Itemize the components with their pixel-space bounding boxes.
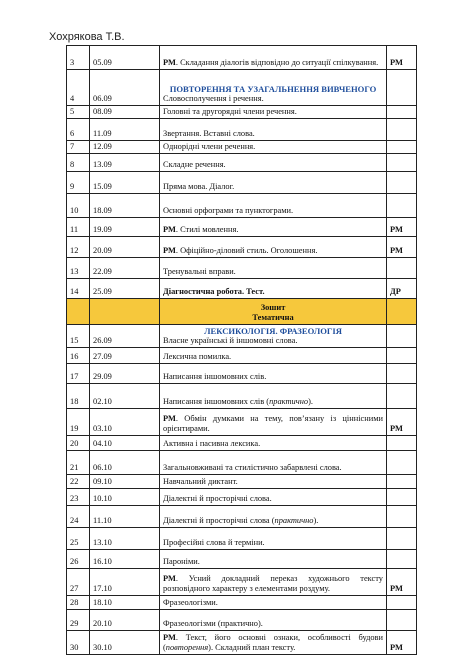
topic-text: РМ. Текст, його основні ознаки, особливості будови (повторення). Складний план тексту. [163, 633, 383, 653]
table-row [67, 119, 417, 141]
author-name: Хохрякова Т.В. [49, 31, 125, 43]
table-row [67, 505, 417, 527]
row-number: 27 [67, 568, 90, 595]
topic-text: Звертання. Вставні слова. [163, 129, 255, 139]
section-title: Тематична [252, 313, 294, 322]
row-date: 25.09 [90, 278, 160, 298]
row-tag [387, 450, 417, 474]
date-cell [90, 298, 160, 324]
topic-italic: практично [274, 516, 314, 526]
rm-prefix: РМ [163, 633, 176, 643]
table-row [67, 46, 417, 70]
row-topic [160, 630, 387, 654]
row-date: 15.09 [90, 171, 160, 193]
table-row [67, 171, 417, 193]
row-tag [387, 383, 417, 408]
row-tag: ДР [387, 278, 417, 298]
row-tag [387, 549, 417, 568]
row-tag: РМ [387, 408, 417, 435]
row-number: 22 [67, 474, 90, 488]
row-number: 26 [67, 549, 90, 568]
row-date: 26.09 [90, 324, 160, 347]
row-topic [160, 450, 387, 474]
row-number: 7 [67, 141, 90, 154]
topic-text: РМ. Складання діалогів відповідно до ситуації спілкування. [163, 58, 379, 68]
topic-text: Фразеологізми. [163, 598, 218, 608]
row-tag [387, 171, 417, 193]
row-number: 24 [67, 505, 90, 527]
row-date: 20.09 [90, 236, 160, 257]
table-row [67, 408, 417, 435]
row-number: 12 [67, 236, 90, 257]
row-topic [160, 193, 387, 217]
row-topic [160, 278, 387, 298]
table-row [67, 630, 417, 654]
row-tag: РМ [387, 568, 417, 595]
row-number: 21 [67, 450, 90, 474]
row-date: 19.09 [90, 217, 160, 236]
row-date: 20.10 [90, 609, 160, 630]
table-row [67, 324, 417, 347]
row-tag [387, 153, 417, 171]
section-cell [160, 298, 387, 324]
row-date: 05.09 [90, 46, 160, 70]
tag-cell [387, 298, 417, 324]
topic-bold: Діагностична робота. Тест. [163, 287, 265, 296]
row-date: 12.09 [90, 141, 160, 154]
row-number: 17 [67, 363, 90, 383]
topic-text: Складне речення. [163, 160, 226, 169]
row-topic [160, 595, 387, 609]
topic-text: РМ. Обмін думками на тему, пов’язану із ціннісними орієнтирами. [163, 414, 383, 434]
row-topic [160, 435, 387, 450]
row-number: 29 [67, 609, 90, 630]
row-tag: РМ [387, 217, 417, 236]
table-row [67, 257, 417, 278]
row-number: 25 [67, 527, 90, 549]
row-number: 14 [67, 278, 90, 298]
row-number: 18 [67, 383, 90, 408]
row-number: 16 [67, 347, 90, 363]
row-tag [387, 609, 417, 630]
table-row [67, 278, 417, 298]
topic-text: РМ. Усний докладний переказ художнього тексту розповідного характеру з елементами роздуму. [163, 574, 383, 594]
rm-prefix: РМ [163, 225, 176, 234]
row-tag [387, 193, 417, 217]
topic-text: Активна і пасивна лексика. [163, 439, 261, 449]
row-topic [160, 70, 387, 106]
row-date: 02.10 [90, 383, 160, 408]
topic-italic: практично [269, 397, 309, 407]
row-tag: РМ [387, 46, 417, 70]
row-number: 5 [67, 106, 90, 119]
row-number: 4 [67, 70, 90, 106]
row-number: 20 [67, 435, 90, 450]
row-topic [160, 474, 387, 488]
topic-text: Пароніми. [163, 557, 200, 567]
row-date: 22.09 [90, 257, 160, 278]
row-tag [387, 527, 417, 549]
lesson-plan-table [66, 45, 417, 655]
table-row [67, 141, 417, 154]
topic-text: РМ. Стилі мовлення. [163, 225, 239, 234]
num-cell [67, 298, 90, 324]
row-topic [160, 527, 387, 549]
topic-text: Написання іншомовних слів. [163, 372, 267, 382]
row-topic [160, 324, 387, 347]
row-tag [387, 595, 417, 609]
row-topic [160, 106, 387, 119]
row-number: 19 [67, 408, 90, 435]
row-number: 10 [67, 193, 90, 217]
topic-text: Словосполучення і речення. [163, 94, 264, 104]
row-topic [160, 549, 387, 568]
row-date: 04.10 [90, 435, 160, 450]
row-date: 18.10 [90, 595, 160, 609]
topic-text: Написання іншомовних слів (практично). [163, 397, 313, 407]
topic-text: Основні орфограми та пунктограми. [163, 206, 294, 215]
row-topic [160, 609, 387, 630]
row-number: 30 [67, 630, 90, 654]
topic-text: Власне українські й іншомовні слова. [163, 336, 298, 346]
table-row [67, 383, 417, 408]
row-tag [387, 363, 417, 383]
row-number: 6 [67, 119, 90, 141]
table-row [67, 435, 417, 450]
table-row [67, 488, 417, 505]
row-date: 13.10 [90, 527, 160, 549]
section-row [67, 298, 417, 324]
row-topic [160, 141, 387, 154]
topic-text: Професійні слова й терміни. [163, 538, 265, 548]
row-date: 08.09 [90, 106, 160, 119]
table-row [67, 609, 417, 630]
row-date: 13.09 [90, 153, 160, 171]
table-row [67, 450, 417, 474]
table-row [67, 549, 417, 568]
topic-text: Навчальний диктант. [163, 477, 238, 487]
row-topic [160, 46, 387, 70]
row-tag [387, 347, 417, 363]
row-topic [160, 408, 387, 435]
row-date: 11.10 [90, 505, 160, 527]
row-tag: РМ [387, 236, 417, 257]
row-topic [160, 153, 387, 171]
row-tag [387, 70, 417, 106]
topic-text: Лексична помилка. [163, 352, 232, 362]
row-date: 16.10 [90, 549, 160, 568]
row-date: 03.10 [90, 408, 160, 435]
row-date: 09.10 [90, 474, 160, 488]
row-number: 28 [67, 595, 90, 609]
row-topic [160, 363, 387, 383]
table-row [67, 595, 417, 609]
row-number: 3 [67, 46, 90, 70]
table-row [67, 217, 417, 236]
topic-text: Пряма мова. Діалог. [163, 182, 235, 191]
row-number: 23 [67, 488, 90, 505]
topic-text: Фразеологізми (практично). [163, 619, 263, 629]
topic-text: Діалектні й просторічні слова (практично). [163, 516, 319, 526]
row-topic [160, 236, 387, 257]
row-date: 06.10 [90, 450, 160, 474]
table-row [67, 347, 417, 363]
table-row [67, 193, 417, 217]
lesson-plan-body [67, 46, 417, 655]
row-number: 8 [67, 153, 90, 171]
table-row [67, 70, 417, 106]
section-heading: ПОВТОРЕННЯ ТА УЗАГАЛЬНЕННЯ ВИВЧЕНОГО [169, 83, 377, 94]
row-topic [160, 505, 387, 527]
rm-prefix: РМ [163, 574, 176, 584]
rm-prefix: РМ [163, 414, 176, 424]
row-topic [160, 119, 387, 141]
table-row [67, 236, 417, 257]
row-date: 18.09 [90, 193, 160, 217]
topic-text: РМ. Офіційно-діловий стиль. Оголошення. [163, 246, 318, 255]
row-date: 30.10 [90, 630, 160, 654]
row-tag [387, 106, 417, 119]
row-tag [387, 505, 417, 527]
row-topic [160, 171, 387, 193]
table-row [67, 153, 417, 171]
row-number: 11 [67, 217, 90, 236]
row-date: 29.09 [90, 363, 160, 383]
row-tag [387, 488, 417, 505]
table-row [67, 106, 417, 119]
row-date: 06.09 [90, 70, 160, 106]
row-topic [160, 257, 387, 278]
row-date: 17.10 [90, 568, 160, 595]
row-topic [160, 217, 387, 236]
table-row [67, 527, 417, 549]
row-topic [160, 347, 387, 363]
table-row [67, 363, 417, 383]
rm-prefix: РМ [163, 58, 176, 68]
topic-text: Діалектні й просторічні слова. [163, 494, 272, 504]
row-date: 27.09 [90, 347, 160, 363]
row-tag [387, 141, 417, 154]
row-topic [160, 568, 387, 595]
row-tag [387, 435, 417, 450]
table-row [67, 568, 417, 595]
row-topic [160, 383, 387, 408]
row-number: 13 [67, 257, 90, 278]
row-number: 15 [67, 324, 90, 347]
topic-text [163, 287, 383, 297]
row-topic [160, 488, 387, 505]
row-tag [387, 474, 417, 488]
section-heading: ЛЕКСИКОЛОГІЯ. ФРАЗЕОЛОГІЯ [204, 325, 342, 336]
row-tag [387, 257, 417, 278]
topic-text: Однорідні члени речення. [163, 142, 256, 151]
topic-text: Загальновживані та стилістично забарвлені слова. [163, 463, 342, 473]
row-date: 11.09 [90, 119, 160, 141]
topic-italic: повторення [165, 643, 209, 653]
table-row [67, 474, 417, 488]
topic-text: Головні та другорядні члени речення. [163, 107, 297, 117]
section-title: Зошит [260, 303, 286, 313]
row-tag [387, 119, 417, 141]
topic-text: Тренувальні вправи. [163, 267, 236, 276]
row-tag: РМ [387, 630, 417, 654]
row-date: 10.10 [90, 488, 160, 505]
rm-prefix: РМ [163, 246, 176, 255]
row-number: 9 [67, 171, 90, 193]
row-tag [387, 324, 417, 347]
